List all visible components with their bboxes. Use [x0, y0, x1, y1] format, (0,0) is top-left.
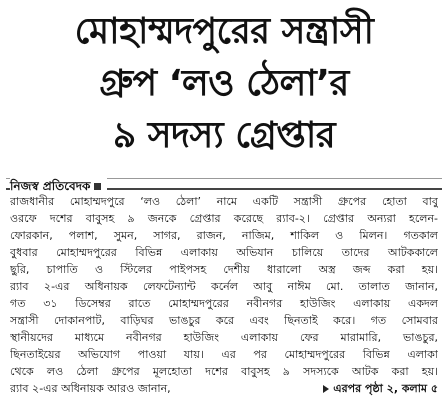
- continued-on-text: এরপর পৃষ্ঠা ২, কলাম ৫: [333, 382, 438, 395]
- square-bullet-icon: [94, 183, 101, 190]
- body-line: র‍্যাব ২-এর অধিনায়ক লেফটেন্যান্ট কর্নেল আবু নাঈম মো. তালাত জানান,: [10, 280, 438, 293]
- byline-text: নিজস্ব প্রতিবেদক: [10, 179, 91, 193]
- body-line: ফোরকান, পলাশ, সুমন, সাগর, রাজন, নাজিম, শাকিল ও মিলন। গতকাল: [10, 229, 438, 242]
- body-line: বুধবার মোহাম্মদপুরের বিভিন্ন এলাকায় অভিযান চালিয়ে তাদের আটককালে: [10, 246, 438, 259]
- headline-line-1: মোহাম্মদপুরের সন্ত্রাসী: [74, 11, 374, 52]
- body-line: ওরফে দশের বাবুসহ ৯ জনকে গ্রেপ্তার করেছে র‍্যাব-২। গ্রেপ্তার অন্যরা হলেন-: [10, 212, 438, 225]
- headline: [0, 6, 448, 162]
- body-line: সন্ত্রাসী দোকানপাট, বাড়িঘর ভাঙচুর করে এবং ছিনতাই করে। গত সোমবার: [10, 314, 438, 327]
- arrow-right-icon: [323, 385, 329, 393]
- headline-line-2: গ্রুপ ‘লও ঠেলা’র: [99, 63, 349, 104]
- headline-line-3: ৯ সদস্য গ্রেপ্তার: [112, 115, 336, 156]
- continued-on-note: [323, 380, 438, 397]
- article-body: [10, 193, 438, 397]
- body-line: স্থানীয়দের মাধ্যমে নবীনগর হাউজিং এলাকায় ফের মারামারি, ভাঙচুর,: [10, 331, 438, 344]
- body-line: ছিনতাইয়ের অভিযোগ পাওয়া যায়। এর পর মোহাম্মদপুরের বিভিন্ন এলাকা: [10, 348, 438, 361]
- body-line: থেকে লও ঠেলা গ্রুপের মূলহোতা দশের বাবুসহ ৯ সদস্যকে আটক করা হয়।: [10, 365, 438, 378]
- body-line: ছুরি, চাপাতি ও স্টিলের পাইপসহ দেশীয় ধারালো অস্ত্র জব্দ করা হয়।: [10, 263, 438, 276]
- byline: [10, 178, 107, 194]
- body-footer-row: [10, 380, 438, 397]
- body-line: গত ৩১ ডিসেম্বর রাতে মোহাম্মদপুরের নবীনগর হাউজিং এলাকায় একদল: [10, 297, 438, 310]
- body-line: রাজধানীর মোহাম্মদপুরে ‘লও ঠেলা’ নামে একটি সন্ত্রাসী গ্রুপের হোতা বাবু: [10, 195, 438, 208]
- body-last-line: র‍্যাব ২-এর অধিনায়ক আরও জানান,: [10, 382, 171, 395]
